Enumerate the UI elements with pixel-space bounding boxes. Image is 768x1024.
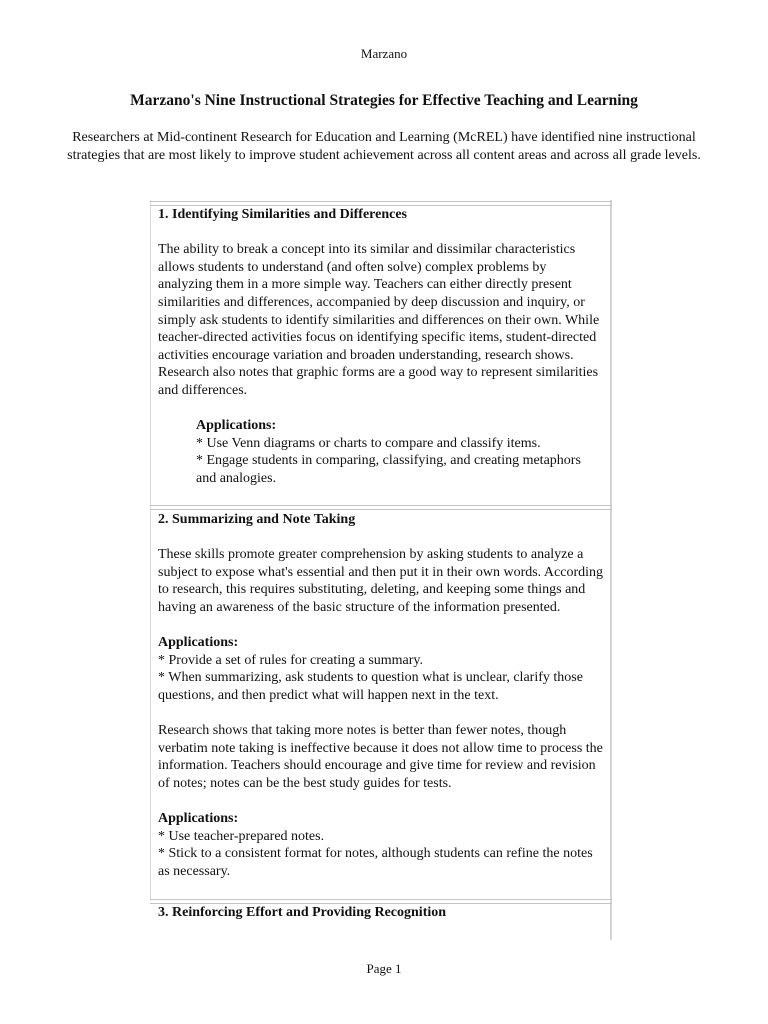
applications-label: Applications: [196, 418, 277, 434]
table-right-border [610, 200, 612, 940]
running-header: Marzano [360, 46, 408, 61]
strategies-table [150, 200, 612, 940]
application-item: * Provide a set of rules for creating a summary. [158, 652, 424, 668]
application-item: * Stick to a consistent format for notes, although students can refine the notes as necessary. [158, 846, 593, 879]
section-body: These skills promote greater comprehension by asking students to analyze a subject to expose what's essential and then put it in their own words. According to research, this requires substituting, deleting, and keeping some things and having an awareness of the basic structure of the information presented. [158, 547, 603, 615]
section-similarities-differences [158, 206, 604, 488]
page-number: Page 1 [366, 961, 402, 976]
applications-block [196, 417, 604, 487]
application-item: * When summarizing, ask students to question what is unclear, clarify those questions, and then predict what will happen next in the text. [158, 670, 583, 703]
section-heading: 3. Reinforcing Effort and Providing Recognition [158, 905, 447, 920]
application-item: * Engage students in comparing, classifying, and creating metaphors and analogies. [196, 453, 581, 486]
section-reinforcing-effort [158, 904, 604, 922]
intro-paragraph: Researchers at Mid-continent Research for Education and Learning (McREL) have identified nine instructional strategies that are most likely to improve student achievement across all content areas and across all grade levels. [67, 130, 701, 163]
section-summarizing-note-taking [158, 511, 604, 880]
section-heading: 1. Identifying Similarities and Differences [158, 207, 408, 222]
section-body: The ability to break a concept into its similar and dissimilar characteristics allows students to understand (and often solve) complex problems by analyzing them in a more simple way. Teachers can either directly present similarities and differences, accompanied by deep discussion and inquiry, or simply ask students to identify similarities and differences on their own. While teacher-directed activities focus on identifying specific items, student-directed activities encourage variation and broaden understanding, research shows. Research also notes that graphic forms are a good way to represent similarities and differences. [158, 242, 600, 398]
application-item: * Use teacher-prepared notes. [158, 828, 325, 844]
document-title: Marzano's Nine Instructional Strategies for Effective Teaching and Learning [130, 92, 638, 109]
application-item: * Use Venn diagrams or charts to compare and classify items. [196, 435, 541, 451]
applications-label: Applications: [158, 635, 239, 651]
section-divider [150, 505, 612, 510]
table-left-border [150, 200, 151, 900]
applications-label: Applications: [158, 811, 239, 827]
section-heading: 2. Summarizing and Note Taking [158, 512, 356, 527]
section-body: Research shows that taking more notes is better than fewer notes, though verbatim note taking is ineffective because it does not allow time to process the information. Teachers should encourage and give time for review and revision of notes; notes can be the best study guides for tests. [158, 723, 603, 791]
